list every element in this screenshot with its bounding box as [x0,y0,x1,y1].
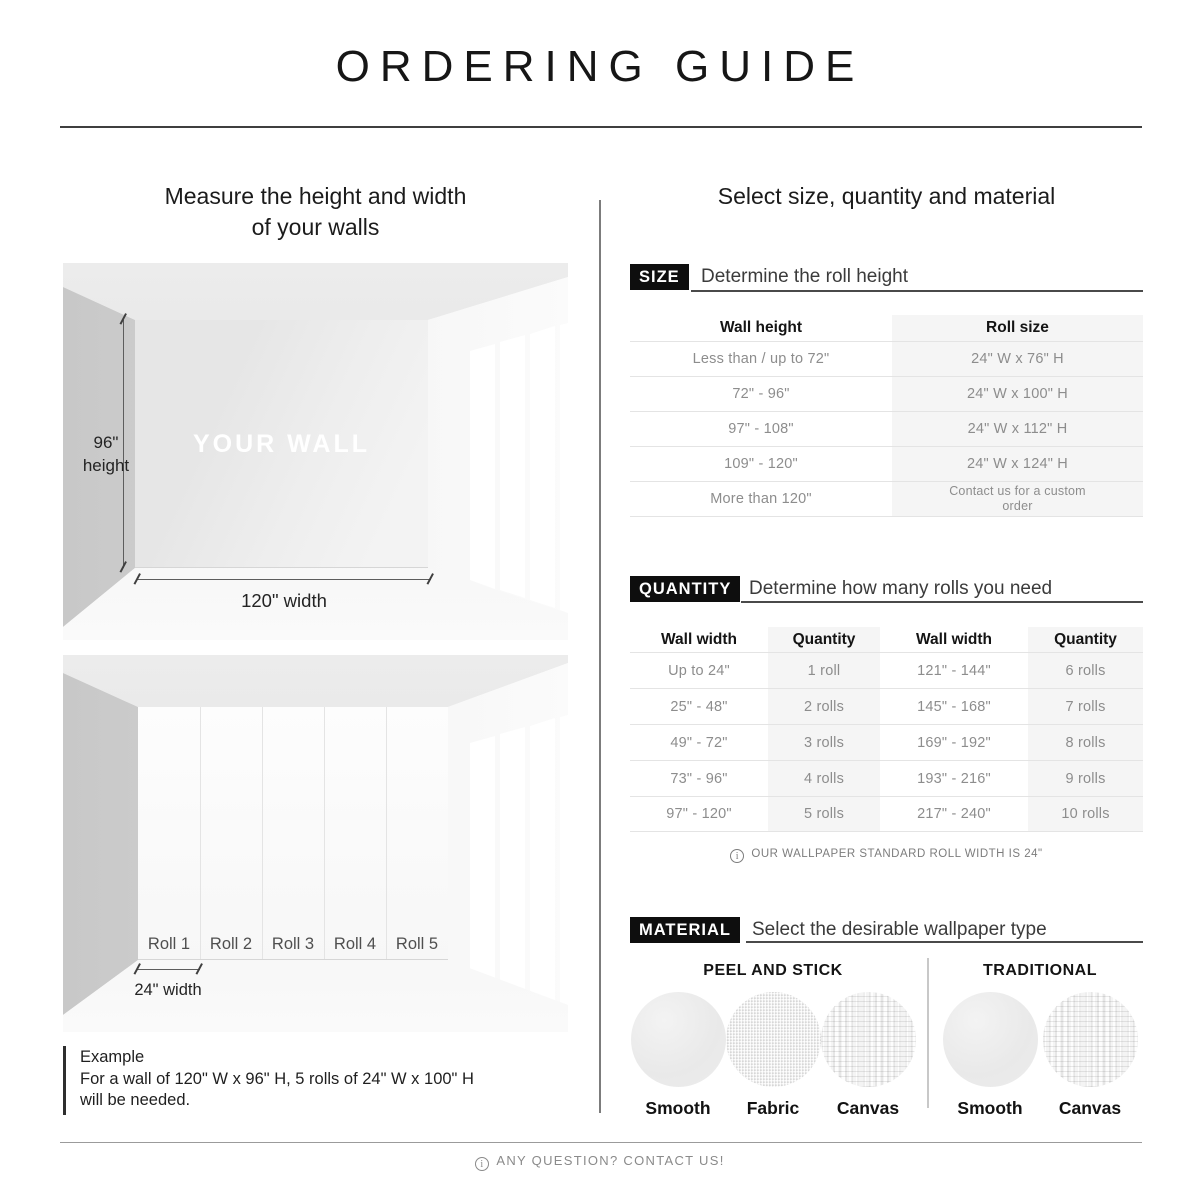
width-measure-line [137,579,431,580]
swatch-traditional-smooth [940,992,1040,1119]
right-column-heading: Select size, quantity and material [717,183,1056,209]
wall-width-cell: 73" - 96" [670,770,728,787]
wall-height-cell: Less than / up to 72" [692,351,830,367]
material-section-rule [746,941,1143,943]
wall-width-cell: 217" - 240" [917,806,991,822]
size-table-row [630,341,1143,376]
size-col-wall-height: Wall height [719,319,803,336]
traditional-group-label: TRADITIONAL [983,962,1097,979]
material-section-subtitle: Select the desirable wallpaper type [752,919,1047,940]
size-table-row [630,446,1143,481]
header-divider [60,126,1142,128]
quantity-table-row [630,796,1143,832]
footer-contact-text: ANY QUESTION? CONTACT US! [496,1153,725,1168]
swatch-label: Canvas [836,1098,900,1118]
roll-5-label: Roll 5 [395,935,439,953]
left-column-heading [63,181,568,243]
info-icon [730,849,744,863]
swatch-label: Smooth [645,1098,711,1118]
quantity-section-subtitle: Determine how many rolls you need [749,578,1053,599]
size-col-roll-size: Roll size [986,319,1049,336]
quantity-cell: 8 rolls [1065,734,1106,751]
baseboard-line [135,567,428,568]
swatch-label: Fabric [746,1098,800,1118]
wall-width-cell: 145" - 168" [917,698,991,715]
roll-size-cell: 24" W x 112" H [967,421,1068,437]
quantity-cell: 3 rolls [803,734,845,751]
material-section-tag: MATERIAL [630,917,740,943]
swatch-peel-smooth [628,992,728,1119]
height-word: height [82,456,130,475]
example-line1: For a wall of 120" W x 96" H, 5 rolls of 24" W x 100" H [80,1069,474,1088]
fabric-texture-swatch [726,992,821,1087]
material-group-divider [927,958,929,1108]
quantity-table-row [630,760,1143,796]
quantity-section-rule [741,601,1143,603]
panel-divider [262,707,263,960]
example-heading: Example [80,1048,145,1066]
size-table-row [630,481,1143,517]
standard-roll-width-note [630,848,1143,863]
quantity-cell: 7 rolls [1065,698,1106,715]
quantity-table [630,627,1143,832]
size-table-row [630,376,1143,411]
swatch-peel-fabric [723,992,823,1119]
quantity-cell: 4 rolls [803,770,845,787]
wall-width-cell: Up to 24" [668,662,730,679]
size-table [630,315,1143,517]
qty-col-wall-width-2: Wall width [915,630,993,648]
panel-divider [324,707,325,960]
left-heading-line2: of your walls [251,214,380,240]
left-heading-line1: Measure the height and width [164,183,467,209]
wall-height-cell: More than 120" [710,491,812,507]
roll-size-cell: 24" W x 100" H [967,386,1068,402]
peel-and-stick-group-label: PEEL AND STICK [703,962,843,979]
swatch-label: Smooth [957,1098,1023,1118]
size-section-tag: SIZE [630,264,689,290]
roll-3-label: Roll 3 [271,935,315,953]
quantity-cell: 5 rolls [803,806,845,822]
wall-width-cell: 25" - 48" [670,698,728,715]
footer-divider [60,1142,1142,1143]
quantity-cell: 2 rolls [803,698,845,715]
qty-col-wall-width-1: Wall width [660,630,738,648]
wall-height-cell: 72" - 96" [732,386,790,402]
wall-height-cell: 97" - 108" [728,421,794,437]
size-section-rule [691,290,1143,292]
roll-1-label: Roll 1 [147,935,191,953]
quantity-table-row [630,724,1143,760]
note-text: OUR WALLPAPER STANDARD ROLL WIDTH IS 24" [751,848,1043,860]
panel-divider [386,707,387,960]
baseboard-line [138,959,448,960]
quantity-table-row [630,652,1143,688]
quantity-cell: 9 rolls [1065,770,1106,787]
your-wall-surface [135,320,428,568]
roll-width-label: 24" width [134,981,202,999]
quantity-cell: 1 roll [807,662,841,679]
roll-4-label: Roll 4 [333,935,377,953]
info-icon [475,1157,489,1171]
wall-width-cell: 169" - 192" [917,734,991,751]
example-block [63,1046,568,1115]
roll-2-label: Roll 2 [209,935,253,953]
quantity-cell: 10 rolls [1061,806,1110,822]
canvas-texture-swatch [1043,992,1138,1087]
footer-contact [0,1153,1200,1171]
roll-size-cell: 24" W x 76" H [971,351,1064,367]
swatch-label: Canvas [1058,1098,1122,1118]
size-table-row [630,411,1143,446]
height-value: 96" [93,433,119,452]
quantity-cell: 6 rolls [1065,662,1106,679]
example-line2: will be needed. [80,1091,191,1109]
wall-width-cell: 49" - 72" [670,734,728,751]
wall-width-cell: 193" - 216" [917,770,991,787]
qty-col-quantity-2: Quantity [1054,630,1117,648]
your-wall-label: YOUR WALL [193,429,370,458]
quantity-section-tag: QUANTITY [630,576,740,602]
custom-order-cell: Contact us for a custom order [949,484,1086,513]
room-illustration-measure [63,263,568,640]
wall-height-cell: 109" - 120" [724,456,798,472]
swatch-peel-canvas [818,992,918,1119]
room-illustration-rolls [63,655,568,1032]
roll-width-measure-line [137,969,200,970]
roll-size-cell: 24" W x 124" H [967,456,1068,472]
page-title: ORDERING GUIDE [335,42,865,91]
smooth-texture-swatch [943,992,1038,1087]
canvas-texture-swatch [821,992,916,1087]
smooth-texture-swatch [631,992,726,1087]
width-label: 120" width [241,590,327,611]
size-section-subtitle: Determine the roll height [701,266,908,287]
panel-divider [200,707,201,960]
wall-width-cell: 121" - 144" [917,662,991,679]
column-divider [599,200,601,1113]
height-label [69,431,143,477]
roll-panels-wall [138,707,448,960]
wall-width-cell: 97" - 120" [666,806,732,822]
quantity-table-row [630,688,1143,724]
swatch-traditional-canvas [1040,992,1140,1119]
qty-col-quantity-1: Quantity [792,630,856,648]
